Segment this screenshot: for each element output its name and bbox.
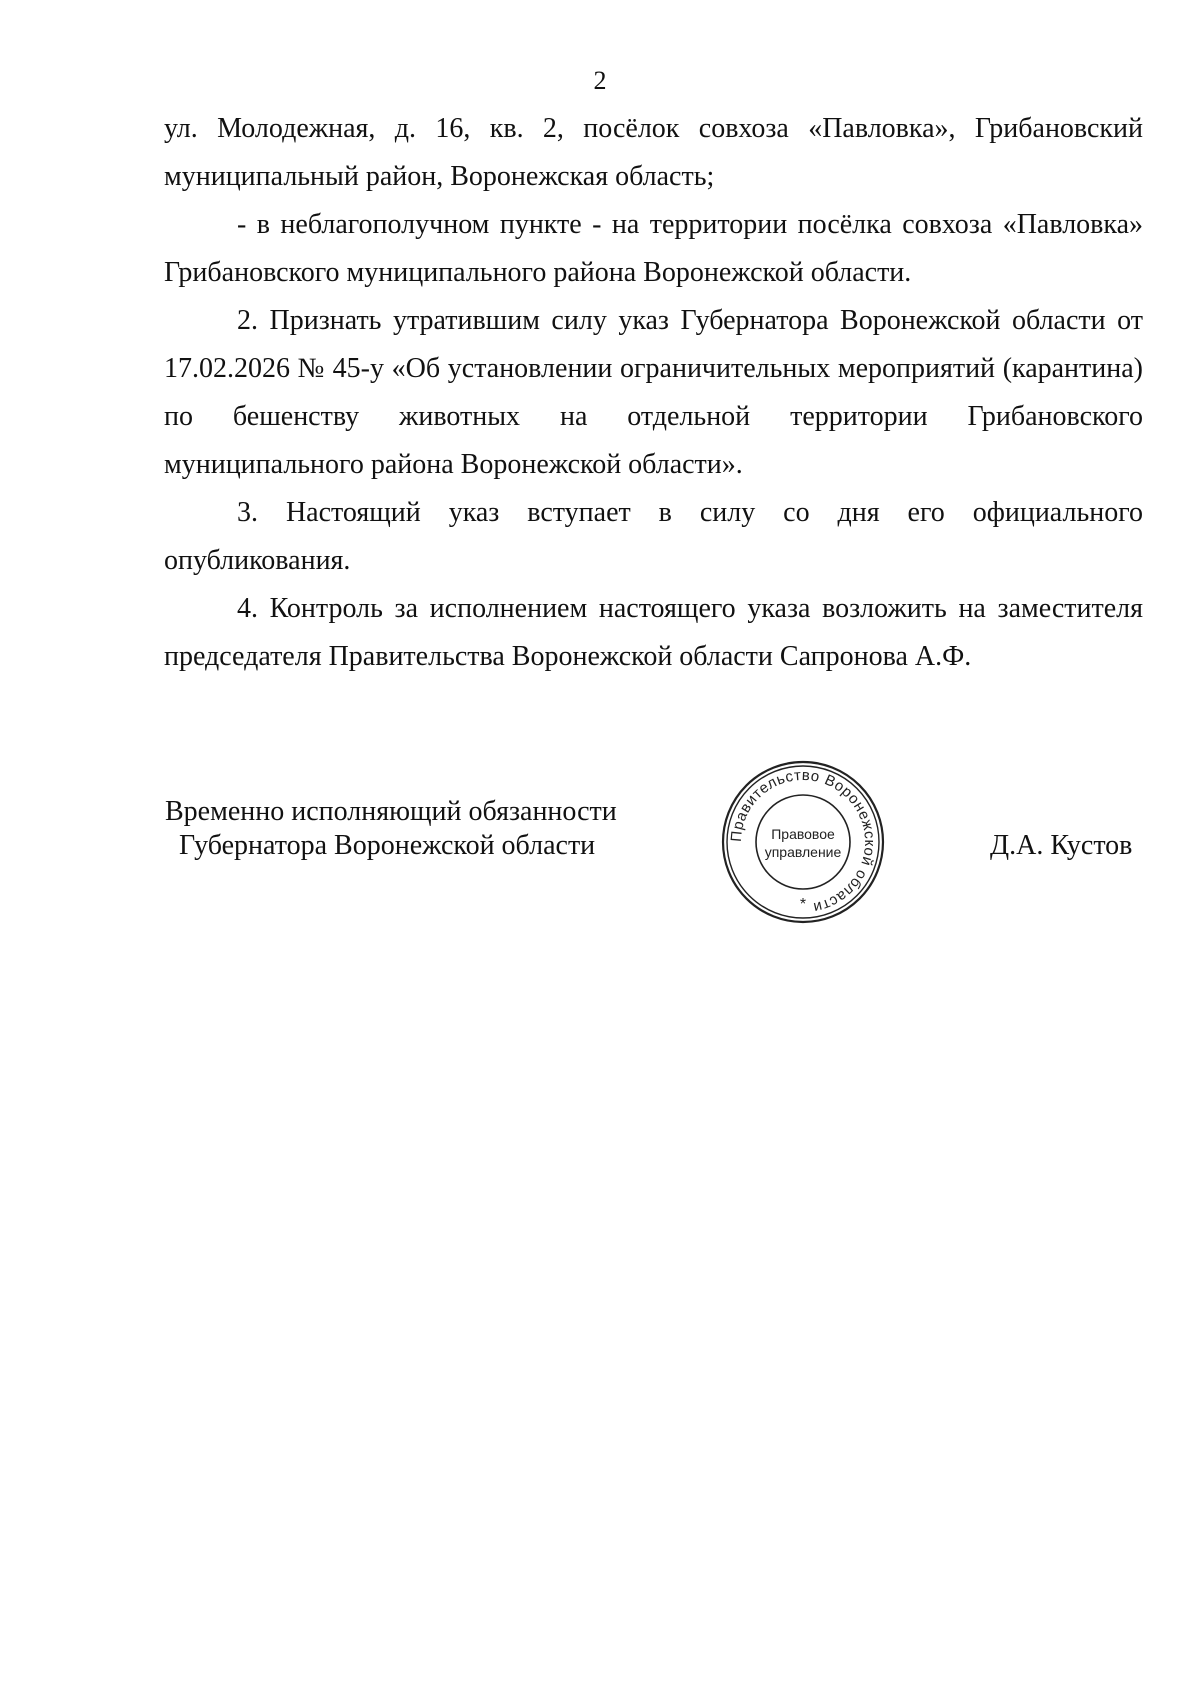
paragraph-item-2: 2. Признать утратившим силу указ Губернатора Воронежской области от 17.02.2026 № 45-у «Об установлении ограничительных мероприятий (карантина) по бешенству животных на отдельной территории Грибановского муниципального района Воронежской области». [164,305,1143,480]
seal-center-line2: управление [764,844,842,860]
paragraph-item-4: 4. Контроль за исполнением настоящего указа возложить на заместителя председателя Правительства Воронежской области Сапронова А.Ф. [164,593,1143,672]
seal-center-ring [756,795,850,889]
document-body [164,105,1143,681]
page-number: 2 [593,66,607,95]
seal-ring-text: Правительство Воронежской области [727,766,879,917]
signatory-name: Д.А. Кустов [990,830,1133,861]
paragraph-item-3: 3. Настоящий указ вступает в силу со дня его официального опубликования. [164,497,1143,576]
signatory-position-line2: Губернатора Воронежской области [179,830,596,861]
signatory-position-line1: Временно исполняющий обязанности [165,796,617,827]
signatory-position [165,795,635,863]
official-seal-stamp [718,757,888,927]
paragraph-unfavorable-point: - в неблагополучном пункте - на территории посёлка совхоза «Павловка» Грибановского муниципального района Воронежской области. [164,209,1143,288]
paragraph-address: ул. Молодежная, д. 16, кв. 2, посёлок совхоза «Павловка», Грибановский муниципальный район, Воронежская область; [164,113,1143,192]
seal-center-line1: Правовое [771,826,835,842]
seal-star: * [799,896,807,913]
